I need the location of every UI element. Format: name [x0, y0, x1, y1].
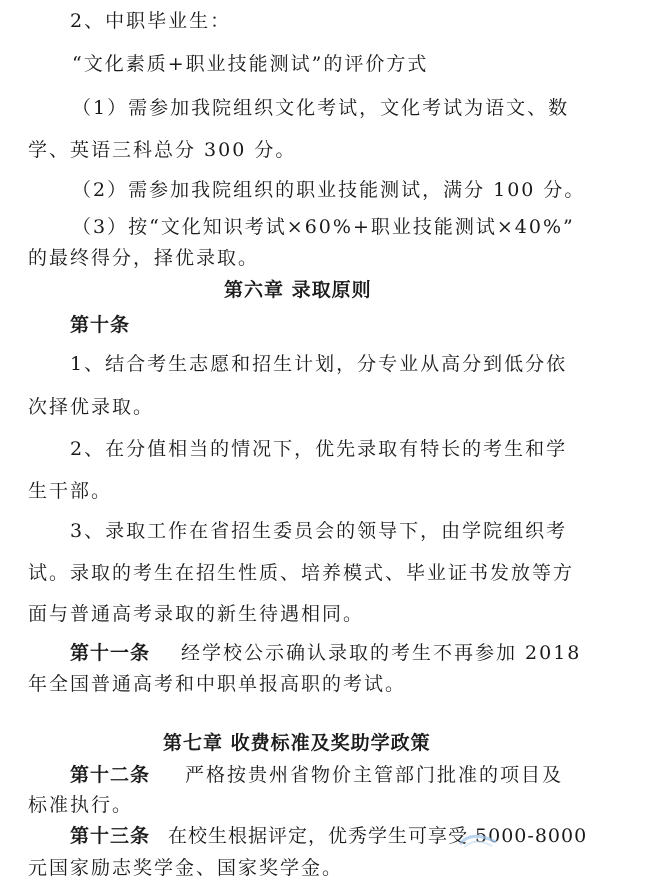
- article-10-item-2-line-1: 2、在分值相当的情况下，优先录取有特长的考生和学: [70, 438, 568, 460]
- point-3-line-1: （3）按“文化知识考试×60%+职业技能测试×40%”: [72, 216, 575, 238]
- article-10-item-2-line-2: 生干部。: [28, 480, 113, 502]
- point-3-line-2: 的最终得分，择优录取。: [28, 247, 260, 269]
- article-11-heading: 第十一条: [70, 642, 151, 664]
- article-10-item-3-line-1: 3、录取工作在省招生委员会的领导下，由学院组织考: [70, 520, 568, 542]
- item-2-title: 2、中职毕业生：: [70, 10, 232, 32]
- article-13-heading: 第十三条: [70, 825, 151, 847]
- article-12-text-line-2: 标准执行。: [28, 794, 134, 816]
- article-12-heading: 第十二条: [70, 764, 151, 786]
- article-12-text-line-1: 严格按贵州省物价主管部门批准的项目及: [185, 764, 564, 786]
- article-10-heading: 第十条: [70, 314, 131, 336]
- evaluation-method: “文化素质+职业技能测试”的评价方式: [72, 53, 429, 75]
- article-10-item-3-line-2: 试。录取的考生在招生性质、培养模式、毕业证书发放等方: [28, 562, 575, 584]
- article-10-item-3-line-3: 面与普通高考录取的新生待遇相同。: [28, 603, 365, 625]
- point-1-line-2: 学、英语三科总分 300 分。: [28, 139, 297, 161]
- article-13-text-line-1: 在校生根据评定，优秀学生可享受 5000-8000: [168, 825, 588, 847]
- article-10-item-1-line-2: 次择优录取。: [28, 396, 155, 418]
- article-11-text-line-1: 经学校公示确认录取的考生不再参加 2018: [181, 642, 582, 664]
- article-13-text-line-2: 元国家励志奖学金、国家奖学金。: [28, 857, 344, 879]
- chapter-7-title: 第七章 收费标准及奖助学政策: [163, 732, 431, 754]
- point-2: （2）需参加我院组织的职业技能测试，满分 100 分。: [72, 179, 586, 201]
- article-11-text-line-2: 年全国普通高考和中职单报高职的考试。: [28, 673, 407, 695]
- article-10-item-1-line-1: 1、结合考生志愿和招生计划，分专业从高分到低分依: [70, 353, 568, 375]
- chapter-6-title: 第六章 录取原则: [224, 279, 372, 301]
- point-1-line-1: （1）需参加我院组织文化考试，文化考试为语文、数: [72, 97, 570, 119]
